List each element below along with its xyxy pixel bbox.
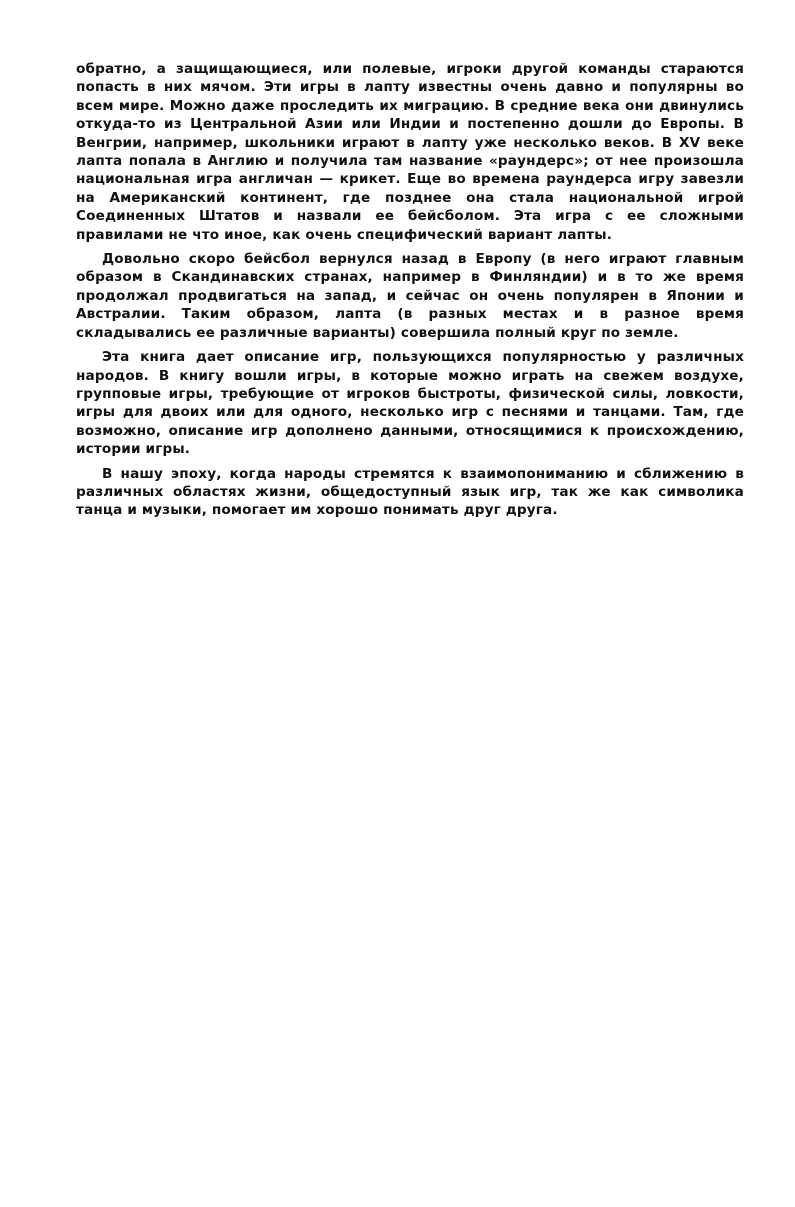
paragraph-3: Эта книга дает описание игр, пользующихся популярностью у различных народов. В книгу вошли игры, в которые можно играть на свежем воздухе, групповые игры, требующие от игроков быстроты, физической силы, ловкости, игры для двоих или для одного, несколько игр с песнями и танцами. Там, где возможно, описание игр дополнено данными, относящимися к происхождению, истории игры.: [76, 349, 744, 458]
body-text: [76, 60, 744, 526]
paragraph-1: обратно, а защищающиеся, или полевые, игроки другой команды стараются попасть в них мячом. Эти игры в лапту известны очень давно и популярны во всем мире. Можно даже проследить их миграцию. В средние века они двинулись откуда-то из Центральной Азии или Индии и постепенно дошли до Европы. В Венгрии, например, школьники играют в лапту уже несколько веков. В XV веке лапта попала в Англию и получила там название «раундерс»; от нее произошла национальная игра англичан — крикет. Еще во времена раундерса игру завезли на Американский континент, где позднее она стала национальной игрой Соединенных Штатов и назвали ее бейсболом. Эта игра с ее сложными правилами не что иное, как очень специфический вариант лапты.: [76, 61, 744, 243]
paragraph-4: В нашу эпоху, когда народы стремятся к взаимопониманию и сближению в различных областях жизни, общедоступный язык игр, так же как символика танца и музыки, помогает им хорошо понимать друг друга.: [76, 465, 744, 519]
paragraph-2: Довольно скоро бейсбол вернулся назад в Европу (в него играют главным образом в Скандинавских странах, например в Финляндии) и в то же время продолжал продвигаться на запад, и сейчас он очень популярен в Японии и Австралии. Таким образом, лапта (в разных местах и в разное время складывались ее различные варианты) совершила полный круг по земле.: [76, 251, 744, 341]
